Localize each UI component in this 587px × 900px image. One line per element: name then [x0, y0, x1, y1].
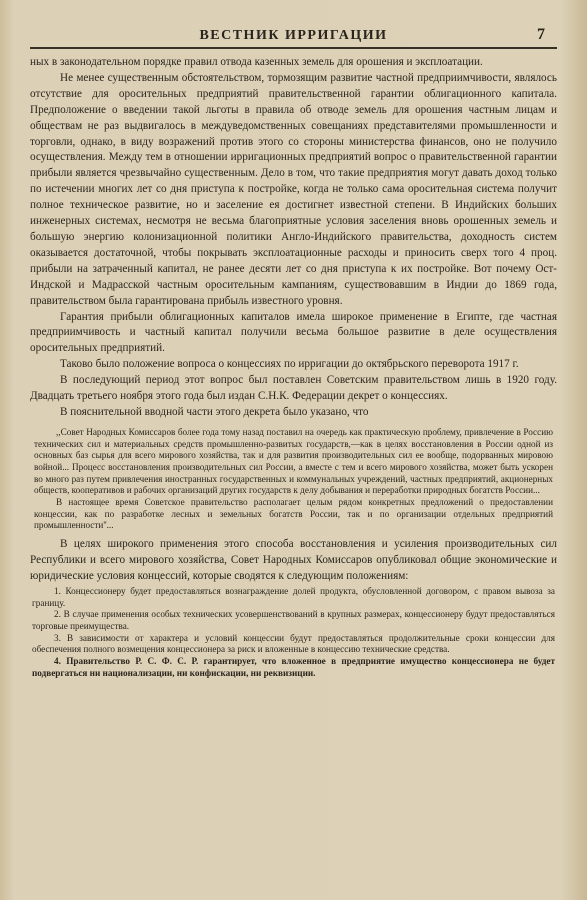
- page-number: 7: [537, 26, 545, 43]
- concession-conditions-list: [30, 586, 557, 680]
- paragraph: Гарантия прибыли облигационных капиталов имела широкое применение в Египте, где частная предприимчивость и частный капитал получили весьма большое развитие в деле осуществления оросительных предприятий.: [30, 310, 557, 355]
- list-item: 3. В зависимости от характера и условий концессии будут предоставляться продолжительные сроки концессии для обеспечения полного возмещения концессионера за риск и вложенные в концессию технические средства.: [32, 632, 555, 655]
- list-item: 2. В случае применения особых технических усовершенствований в крупных размерах, концессионеру будут предоставляться торговые преимущества.: [32, 609, 555, 631]
- paragraph: Не менее существенным обстоятельством, тормозящим развитие частной предприимчивости, являлось отсутствие для оросительных предприятий правительственной гарантии облигационного капитала. Предположение о введении такой льготы в правила об отводе земель для орошения частным лицам и обществам не раз выдвигалось в междуведомственных совещаниях представителями промышленности и торговли, однако, в виду возражений против этого со стороны министерства финансов, оно не получило осуществления. Между тем в отношении ирригационных предприятий вопрос о правительственной гарантии прибыли является чрезвычайно существенным. Дело в том, что такие предприятия могут давать доход только по истечении многих лет со дня приступа к постройке, когда не только сама оросительная система получит полное техническое развитие, но и заселение ея достигнет известной степени. В Индийских больших инженерных системах, несмотря не весьма благоприятные условия заселения вновь орошенных земель и большую энергию колонизационной политики Англо-Индийского правительства, доходность систем оказывается достаточной, чтобы покрывать эксплоатационные расходы и приносить сверх того 4 проц. прибыли на затраченный капитал, не ранее десяти лет со дня приступа к их постройке. Вот почему Ост-Индской и Мадрасской частным оросительным кампаниям, существовавшим в Индии до 1869 года, правительством была гарантирована прибыль известного уровня.: [30, 71, 557, 307]
- paragraph: В последующий период этот вопрос был поставлен Советским правительством лишь в 1920 году. Двадцать третьего ноября этого года был издан С.Н.К. Федерации декрет о концессиях.: [30, 374, 557, 403]
- article-body: [30, 55, 557, 421]
- paragraph: Таково было положение вопроса о концессиях по ирригации до октябрьского переворота 1917 г.: [60, 358, 519, 371]
- paragraph: В целях широкого применения этого способа восстановления и усиления производительных сил Республики и всего мирового хозяйства, Совет Народных Комиссаров опубликовал общие экономические и юридические условия концессий, которые сводятся к следующим положениям:: [30, 538, 557, 582]
- list-item: 1. Концессионеру будет предоставляться вознаграждение долей продукта, обусловленной договором, с правом вывоза за границу.: [32, 585, 555, 608]
- decree-quote: [30, 427, 557, 532]
- running-header: [30, 28, 557, 49]
- paragraph: ных в законодательном порядке правил отвода казенных земель для орошения и эксплоатации.: [30, 56, 483, 68]
- list-item: 4. Правительство Р. С. Ф. С. Р. гарантирует, что вложенное в предприятие имущество концессионера не будет подвергаться ни национализации, ни конфискации, ни реквизиции.: [32, 656, 555, 678]
- journal-title: ВЕСТНИК ИРРИГАЦИИ: [199, 28, 388, 43]
- paragraph: В пояснительной вводной части этого декрета было указано, что: [60, 405, 369, 418]
- article-body-continued: [30, 537, 557, 585]
- quote-paragraph: В настоящее время Советское правительство располагает целым рядом конкретных предложений о предоставлении концессии, как по разработке лесных и земельных богатств России, так и по организации отдельных предприятий промышленности''...: [34, 497, 553, 531]
- quote-paragraph: ,,Совет Народных Комиссаров более года тому назад поставил на очередь как практическую проблему, привлечение в Россию технических сил и материальных средств промышленно-развитых государств,—как в целях восстановления в России одной из основных баз сырья для всего мирового хозяйства, так и для развития производительных сил ее вообще, подорванных мировою войной... Процесс восстановления производительных сил России, а вместе с тем и всего мирового хозяйства, может быть ускорен во много раз путем привлечения иностранных государственных и коммунальных учреждений, частных предприятий, акционерных обществ, кооперативов и рабочих организаций других государств к делу добывания и переработки природных богатств России...: [34, 426, 553, 496]
